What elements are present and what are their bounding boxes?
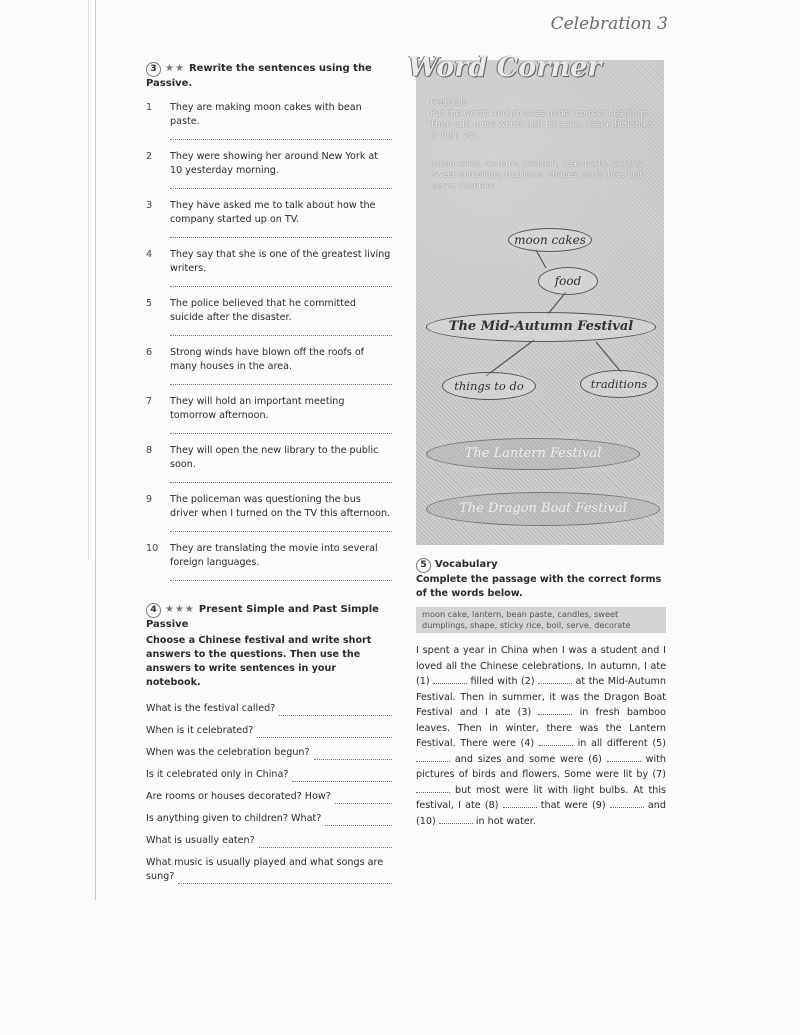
bubble-mid-autumn-festival: The Mid-Autumn Festival <box>426 312 656 342</box>
question-row <box>146 702 392 716</box>
question-text: They have asked me to talk about how the company started up on TV. <box>170 200 376 225</box>
blank-6[interactable] <box>607 752 641 762</box>
question-text: They say that she is one of the greatest living writers. <box>170 249 391 274</box>
question-number: 7 <box>146 396 153 407</box>
difficulty-stars: ★★ <box>165 63 185 74</box>
exercise-5-title <box>416 558 666 573</box>
question-text: What is the festival called? <box>146 703 276 714</box>
answer-field[interactable] <box>178 873 392 884</box>
answer-line[interactable] <box>170 376 392 385</box>
question-item <box>146 199 392 238</box>
exercise-5 <box>416 558 666 829</box>
answer-line[interactable] <box>170 327 392 336</box>
passage-text: that were (9) <box>540 800 606 811</box>
question-text: The policeman was questioning the bus driver when I turned on the TV this afternoon. <box>170 494 391 519</box>
passage-text: I spent a year in China when I was a student and I loved all the Chinese celebrations. In autumn, I ate (1) <box>416 645 666 687</box>
question-number: 10 <box>146 543 159 554</box>
question-text: When was the celebration begun? <box>146 747 310 758</box>
bubble-moon-cakes: moon cakes <box>508 228 592 252</box>
answer-line[interactable] <box>170 229 392 238</box>
answer-field[interactable] <box>335 793 392 804</box>
exercise-4-title <box>146 603 392 632</box>
word-corner-subtitle: Festivals <box>430 98 468 108</box>
question-number: 3 <box>146 200 153 211</box>
answer-line[interactable] <box>170 131 392 140</box>
blank-7[interactable] <box>416 783 450 793</box>
answer-field[interactable] <box>314 749 392 760</box>
exercise-4-heading: Present Simple and Past Simple Passive <box>146 604 379 630</box>
answer-field[interactable] <box>279 705 392 716</box>
blank-4[interactable] <box>539 736 573 746</box>
question-item <box>146 444 392 483</box>
word-corner-title: Word Corner <box>408 52 602 83</box>
blank-1[interactable] <box>433 674 467 684</box>
word-corner-instructions <box>430 98 658 142</box>
question-text: Is anything given to children? What? <box>146 813 322 824</box>
question-item <box>146 248 392 287</box>
question-row <box>146 724 392 738</box>
answer-field[interactable] <box>259 837 392 848</box>
bubble-traditions: traditions <box>580 370 658 398</box>
question-number: 2 <box>146 151 153 162</box>
question-number: 6 <box>146 347 153 358</box>
question-item <box>146 493 392 532</box>
answer-line[interactable] <box>170 278 392 287</box>
word-corner-instructions-text: Put the words and phrases under correct headings. Then add more words and phrases. Use a dictionary to help you. <box>430 109 655 141</box>
question-number: 9 <box>146 494 153 505</box>
passage-text: in all different (5) <box>577 738 666 749</box>
answer-field[interactable] <box>325 815 392 826</box>
exercise-number-badge: 3 <box>146 62 161 77</box>
question-text: When is it celebrated? <box>146 725 254 736</box>
left-column <box>146 62 392 892</box>
question-row <box>146 768 392 782</box>
bubble-dragon-boat-festival: The Dragon Boat Festival <box>426 492 660 526</box>
exercise-number-badge: 4 <box>146 603 161 618</box>
question-text: They are translating the movie into several foreign languages. <box>170 543 378 568</box>
gap-fill-passage <box>416 643 666 829</box>
question-text-cont: sung? <box>146 871 175 882</box>
question-number: 4 <box>146 249 153 260</box>
answer-line[interactable] <box>170 523 392 532</box>
blank-2[interactable] <box>538 674 572 684</box>
answer-line[interactable] <box>170 474 392 483</box>
question-number: 1 <box>146 102 153 113</box>
word-corner-word-list: moon cakes, lanterns, tradition, bean paste, candles, sweet dumplings, traditions, shapes, sticky rice, boil, serve, decorate <box>432 159 645 190</box>
question-item <box>146 346 392 385</box>
question-row <box>146 812 392 826</box>
blank-8[interactable] <box>503 798 537 808</box>
exercise-3-list <box>146 101 392 581</box>
question-number: 5 <box>146 298 153 309</box>
question-row <box>146 834 392 848</box>
word-corner-panel <box>408 52 664 545</box>
page-spine <box>95 0 96 900</box>
blank-9[interactable] <box>610 798 644 808</box>
exercise-4 <box>146 603 392 884</box>
passage-text: in hot water. <box>475 815 536 827</box>
blank-3[interactable] <box>538 705 572 715</box>
answer-line[interactable] <box>170 180 392 189</box>
question-item <box>146 150 392 189</box>
answer-field[interactable] <box>292 771 392 782</box>
exercise-5-heading: Vocabulary <box>435 559 498 570</box>
difficulty-stars: ★★★ <box>165 604 195 615</box>
passage-text: and (10) <box>416 800 666 827</box>
question-text: They will hold an important meeting tomorrow afternoon. <box>170 396 345 421</box>
question-item <box>146 101 392 140</box>
question-text: What music is usually played and what songs are <box>146 857 384 868</box>
question-text: The police believed that he committed suicide after the disaster. <box>170 298 356 323</box>
word-box: moon cake, lantern, bean paste, candles, sweet dumplings, shape, sticky rice, boil, serve, decorate <box>416 607 666 633</box>
question-text: They are making moon cakes with bean paste. <box>170 102 362 127</box>
answer-field[interactable] <box>257 727 392 738</box>
page-spine-shadow <box>88 0 89 560</box>
passage-text: filled with (2) <box>470 676 535 687</box>
question-row <box>146 856 392 884</box>
passage-text: but most were lit with light bulbs. At this festival, I ate (8) <box>416 784 666 811</box>
passage-text: in fresh bamboo leaves. Then in winter, there was the Lantern Festival. There were (4) <box>416 707 666 749</box>
question-row <box>146 746 392 760</box>
question-number: 8 <box>146 445 153 456</box>
passage-text: with pictures of birds and flowers. Some were lit by (7) <box>416 753 666 780</box>
passage-text: and sizes and some were (6) <box>454 753 602 765</box>
bubble-things-to-do: things to do <box>442 372 536 400</box>
exercise-3-title <box>146 62 392 91</box>
blank-10[interactable] <box>439 814 473 824</box>
question-text: What is usually eaten? <box>146 835 255 846</box>
passage-text: at the Mid-Autumn Festival. Then in summer, it was the Dragon Boat Festival and I ate (3) <box>416 676 666 718</box>
question-text: Are rooms or houses decorated? How? <box>146 791 331 802</box>
question-text: They were showing her around New York at 10 yesterday morning. <box>170 151 379 176</box>
exercise-3-instructions: Rewrite the sentences using the Passive. <box>146 63 372 89</box>
question-row <box>146 790 392 804</box>
question-text: Strong winds have blown off the roofs of many houses in the area. <box>170 347 365 372</box>
exercise-5-instructions: Complete the passage with the correct forms of the words below. <box>416 574 662 599</box>
bubble-lantern-festival: The Lantern Festival <box>426 438 640 470</box>
question-item <box>146 297 392 336</box>
exercise-number-badge: 5 <box>416 558 431 573</box>
chapter-header: Celebration 3 <box>550 14 668 34</box>
answer-line[interactable] <box>170 572 392 581</box>
question-text: Is it celebrated only in China? <box>146 769 289 780</box>
question-item <box>146 542 392 581</box>
question-text: They will open the new library to the public soon. <box>170 445 379 470</box>
blank-5[interactable] <box>416 752 450 762</box>
answer-line[interactable] <box>170 425 392 434</box>
question-item <box>146 395 392 434</box>
exercise-4-instructions: Choose a Chinese festival and write short answers to the questions. Then use the answers to write sentences in your notebook. <box>146 635 372 688</box>
bubble-food: food <box>538 267 598 295</box>
